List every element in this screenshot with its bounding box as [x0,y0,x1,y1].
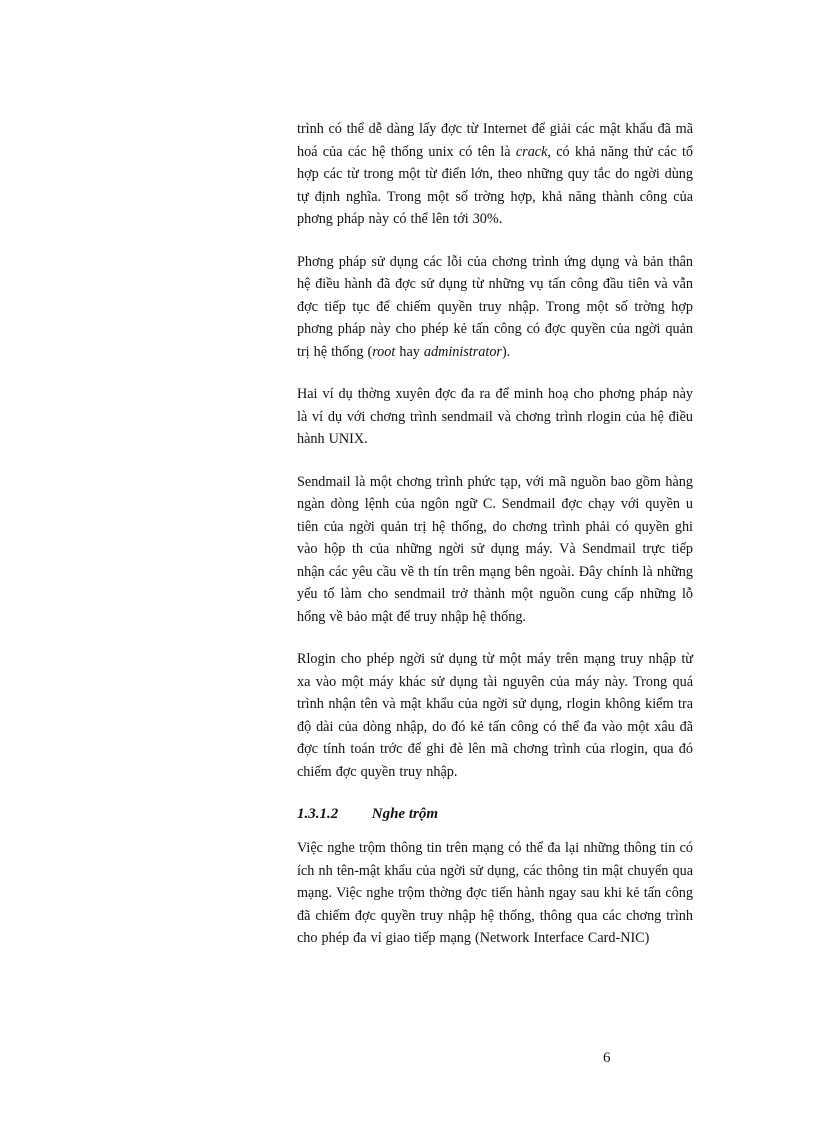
page-number: 6 [603,1050,611,1066]
paragraph-1 [297,118,693,231]
text-run: , có khả năng thử các tổ hợp các từ trong một từ điển lớn, theo những quy tắc do ngời dùng tự định nghĩa. Trong một số trờng hợp, khả năng thành công của phơng pháp này có thể lên tới 30%. [297,143,693,227]
italic-term: root [372,343,396,360]
text-run: trình có thể dễ dàng lấy đợc từ Internet để giải các mật khẩu đã mã hoá của các hệ thống unix có tên là [297,121,693,160]
text-run: ). [501,343,511,360]
section-heading [297,803,693,825]
paragraph-3 [297,383,693,451]
text-run: Hai ví dụ thờng xuyên đợc đa ra để minh hoạ cho phơng pháp này là ví dụ với chơng trình sendmail và chơng trình rlogin của hệ điều hành UNIX. [297,386,693,447]
paragraph-5 [297,648,693,783]
text-run: hay [395,343,424,360]
section-number: 1.3.1.2 [297,806,339,822]
text-run: Rlogin cho phép ngời sử dụng từ một máy trên mạng truy nhập từ xa vào một máy khác sử dụng tài nguyên của máy này. Trong quá trình nhận tên và mật khẩu của ngời sử dụng, rlogin không kiểm tra độ dài của dòng nhập, do đó kẻ tấn công có thể đa vào một xâu đã đợc tính toán trớc để ghi đè lên mã chơng trình của rlogin, qua đó chiếm đợc quyền truy nhập. [297,651,693,780]
text-run: Sendmail là một chơng trình phức tạp, với mã nguồn bao gồm hàng ngàn dòng lệnh của ngôn ngữ C. Sendmail đợc chạy với quyền u tiên của ngời quản trị hệ thống, do chơng trình phải có quyền ghi vào hộp th của những ngời sử dụng máy. Và Sendmail trực tiếp nhận các yêu cầu về th tín trên mạng bên ngoài. Đây chính là những yếu tố làm cho sendmail trở thành một nguồn cung cấp những lỗ hổng về bảo mật để truy nhập hệ thống. [297,473,693,625]
italic-term: crack [515,143,548,160]
text-run: Phơng pháp sử dụng các lỗi của chơng trình ứng dụng và bản thân hệ điều hành đã đợc sử dụng từ những vụ tấn công đầu tiên và vẫn đợc tiếp tục để chiếm quyền truy nhập. Trong một số trờng hợp phơng pháp này cho phép kẻ tấn công có đợc quyền của ngời quản trị hệ thống ( [297,253,693,360]
page-content [297,118,693,970]
section-title: Nghe trộm [371,806,439,822]
paragraph-4 [297,471,693,629]
paragraph-6: Việc nghe trộm thông tin trên mạng có thể đa lại những thông tin có ích nh tên-mật khẩu của ngời sử dụng, các thông tin mật chuyển qua mạng. Việc nghe trộm thờng đợc tiến hành ngay sau khi kẻ tấn công đã chiếm đợc quyền truy nhập hệ thống, thông qua các chơng trình cho phép đa vỉ giao tiếp mạng (Network Interface Card-NIC) [297,840,693,946]
paragraph-2 [297,251,693,364]
italic-term: administrator [423,343,502,360]
